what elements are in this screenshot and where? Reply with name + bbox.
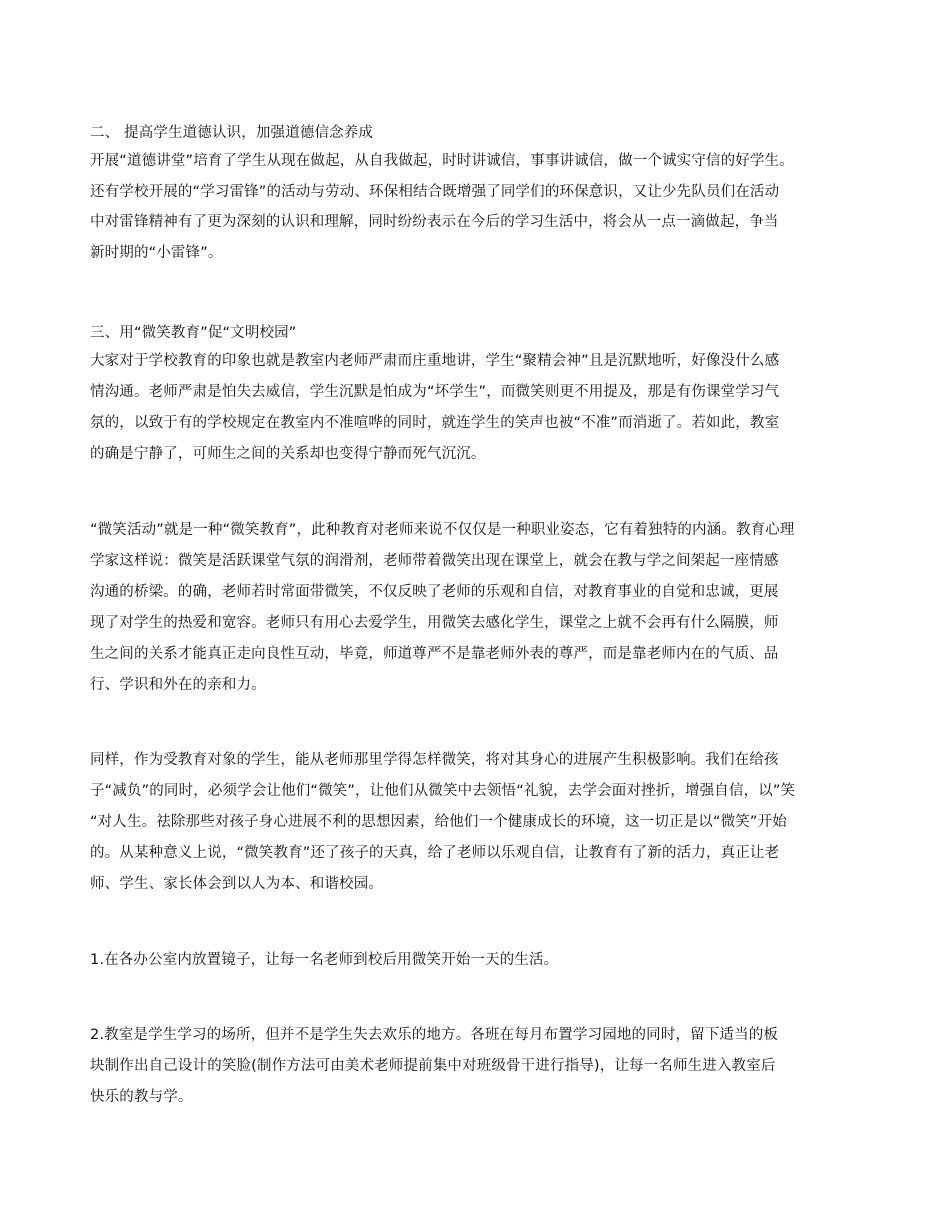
section-three-paragraph-line: 情沟通。老师严肃是怕失去威信，学生沉默是怕成为“坏学生”，而微笑则更不用提及，那是有伤课堂学习气 xyxy=(90,384,780,400)
section-three-paragraph-line: 氛的，以致于有的学校规定在教室内不准喧哗的同时，就连学生的笑声也被“不准”而消逝了。若如此，教室 xyxy=(90,415,780,431)
section-three-paragraph-line: 大家对于学校教育的印象也就是教室内老师严肃而庄重地讲，学生“聚精会神”且是沉默地听，好像没什么感 xyxy=(90,353,780,369)
student-smile-paragraph-line: “对人生。祛除那些对孩子身心进展不利的思想因素，给他们一个健康成长的环境，这一切正是以“微笑”开始 xyxy=(90,814,787,830)
list-item-1: 1.在各办公室内放置镜子，让每一名老师到校后用微笑开始一天的生活。 xyxy=(90,952,559,968)
section-two-paragraph-line: 新时期的“小雷锋”。 xyxy=(90,245,223,261)
student-smile-paragraph-line: 师、学生、家长体会到以人为本、和谐校园。 xyxy=(90,876,383,892)
smile-activity-paragraph-line: “微笑活动”就是一种“微笑教育”，此种教育对老师来说不仅仅是一种职业姿态，它有着独特的内涵。教育心理 xyxy=(90,522,795,538)
section-two-paragraph-line: 还有学校开展的“学习雷锋”的活动与劳动、环保相结合既增强了同学们的环保意识，又让少先队员们在活动 xyxy=(90,184,780,200)
student-smile-paragraph-line: 的。从某种意义上说，“微笑教育”还了孩子的天真，给了老师以乐观自信，让教育有了新的活力，真正让老 xyxy=(90,845,780,861)
list-item-2-line: 2.教室是学生学习的场所，但并不是学生失去欢乐的地方。各班在每月布置学习园地的同时，留下适当的板 xyxy=(90,1027,779,1043)
smile-activity-paragraph-line: 行、学识和外在的亲和力。 xyxy=(90,677,266,693)
smile-activity-paragraph-line: 生之间的关系才能真正走向良性互动，毕竟，师道尊严不是靠老师外表的尊严，而是靠老师内在的气质、品 xyxy=(90,646,779,662)
section-two-paragraph-line: 中对雷锋精神有了更为深刻的认识和理解，同时纷纷表示在今后的学习生活中，将会从一点一滴做起，争当 xyxy=(90,214,779,230)
section-two-paragraph-line: 开展“道德讲堂”培育了学生从现在做起，从自我做起，时时讲诚信，事事讲诚信，做一个诚实守信的好学生。 xyxy=(90,153,794,169)
section-three-paragraph-line: 的确是宁静了，可师生之间的关系却也变得宁静而死气沉沉。 xyxy=(90,446,486,462)
smile-activity-paragraph-line: 现了对学生的热爱和宽容。老师只有用心去爱学生，用微笑去感化学生，课堂之上就不会再有什么隔膜，师 xyxy=(90,615,779,631)
student-smile-paragraph-line: 同样，作为受教育对象的学生，能从老师那里学得怎样微笑，将对其身心的进展产生积极影响。我们在给孩 xyxy=(90,752,779,768)
list-item-2-line: 快乐的教与学。 xyxy=(90,1089,193,1105)
section-two-heading: 二、 提高学生道德认识，加强道德信念养成 xyxy=(90,125,374,141)
list-item-2-line: 块制作出自己设计的笑脸(制作方法可由美术老师提前集中对班级骨干进行指导)，让每一名师生进入教室后 xyxy=(90,1058,776,1074)
smile-activity-paragraph-line: 沟通的桥梁。的确，老师若时常面带微笑，不仅反映了老师的乐观和自信，对教育事业的自觉和忠诚，更展 xyxy=(90,584,779,600)
student-smile-paragraph-line: 子“减负”的同时，必须学会让他们“微笑”，让他们从微笑中去领悟“礼貌，去学会面对挫折，增强自信，以”笑 xyxy=(90,783,796,799)
smile-activity-paragraph-line: 学家这样说：微笑是活跃课堂气氛的润滑剂，老师带着微笑出现在课堂上，就会在教与学之间架起一座情感 xyxy=(90,553,779,569)
section-three-heading: 三、用“微笑教育”促“文明校园” xyxy=(90,325,297,341)
